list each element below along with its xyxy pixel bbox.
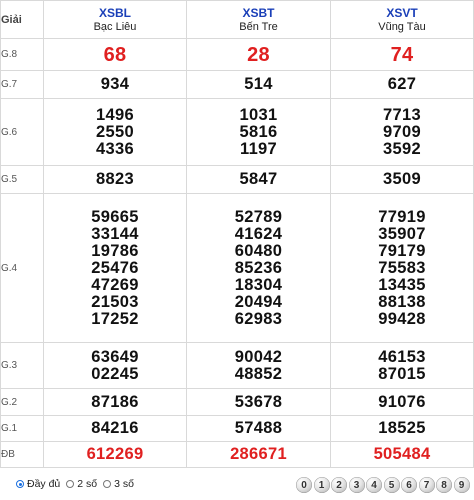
prize-label: G.8 [1,39,44,71]
prize-number: 33144 [91,224,139,243]
display-option-radio[interactable] [103,478,134,490]
prize-number: 5816 [239,122,278,141]
prize-number: 88138 [378,292,426,311]
province-name: Vũng Tàu [378,20,426,33]
prize-number: 627 [387,75,417,93]
prize-row [1,99,474,166]
prize-number: 28 [247,43,270,66]
prize-number: 48852 [234,364,283,383]
display-mode-options [16,478,140,490]
province-code-link[interactable]: XSBL [98,5,131,20]
prize-row [1,194,474,343]
prize-number: 59665 [91,207,139,226]
prize-number: 514 [244,75,273,93]
prize-number: 79179 [378,241,426,260]
digit-filter-button[interactable]: 7 [419,477,435,493]
display-option-label: 3 số [114,478,134,490]
display-option-label: 2 số [77,478,98,490]
radio-dot-icon[interactable] [103,480,111,488]
prize-row [1,343,474,389]
prize-number: 35907 [378,224,426,243]
prize-number: 90042 [234,347,283,366]
table-header-row [1,1,474,39]
prize-number: 91076 [378,392,426,411]
province-name: Bạc Liêu [93,20,137,33]
digit-filter-button[interactable]: 1 [314,477,330,493]
prize-number: 18304 [234,275,283,294]
prize-number: 60480 [234,241,283,260]
special-prize-number: 612269 [86,445,144,463]
prize-row [1,39,474,71]
prize-number: 52789 [234,207,283,226]
prize-number: 62983 [234,309,283,328]
prize-cell [331,416,474,442]
prize-cell [187,99,331,166]
prize-number: 77919 [378,207,426,226]
province-name: Bến Tre [239,20,278,33]
prize-number: 20494 [234,292,283,311]
province-header[interactable] [44,1,187,39]
prize-number: 8823 [96,170,134,188]
prize-label: G.6 [1,99,44,166]
display-option-radio[interactable] [16,478,60,490]
prize-label: G.2 [1,389,44,416]
prize-row [1,442,474,468]
prize-cell [331,71,474,99]
digit-filter-button[interactable]: 8 [436,477,452,493]
special-prize-number: 505484 [373,445,431,463]
prize-number: 1031 [239,105,278,124]
prize-number: 47269 [91,275,139,294]
prize-label: G.5 [1,166,44,194]
province-header[interactable] [331,1,474,39]
prize-cell [44,39,187,71]
special-prize-number: 286671 [230,445,287,463]
prize-row [1,166,474,194]
prize-row [1,71,474,99]
prize-cell [44,442,187,468]
prize-number: 19786 [91,241,139,260]
digit-filter-button[interactable]: 2 [331,477,347,493]
prize-cell [187,71,331,99]
prize-cell [331,166,474,194]
prize-number: 02245 [91,364,139,383]
prize-number: 85236 [234,258,283,277]
prize-cell [44,194,187,343]
radio-dot-icon[interactable] [66,480,74,488]
results-footer [0,472,474,500]
prize-cell [187,166,331,194]
prize-cell [331,194,474,343]
prize-number: 53678 [234,392,283,411]
prize-rows [1,39,474,468]
prize-number: 3592 [383,139,421,158]
province-header[interactable] [187,1,331,39]
province-code-link[interactable]: XSBT [242,5,275,20]
prize-number: 13435 [378,275,426,294]
prize-cell [44,389,187,416]
prize-number: 5847 [239,170,278,188]
prize-number: 934 [100,75,130,93]
prize-label: G.1 [1,416,44,442]
prize-cell [44,99,187,166]
prize-number: 3509 [383,170,421,188]
prize-cell [331,389,474,416]
prize-cell [187,442,331,468]
prize-number: 17252 [91,309,139,328]
prize-number: 84216 [91,419,139,437]
prize-number: 57488 [234,419,283,437]
prize-cell [44,416,187,442]
prize-row [1,389,474,416]
display-option-label: Đầy đủ [27,478,61,490]
prize-row [1,416,474,442]
prize-cell [44,343,187,389]
prize-cell [187,389,331,416]
prize-cell [187,194,331,343]
prize-number: 7713 [383,105,421,124]
prize-number: 75583 [378,258,426,277]
prize-cell [331,99,474,166]
digit-filter-button[interactable]: 0 [296,477,312,493]
prize-number: 18525 [378,419,426,437]
prize-number: 1197 [240,139,277,158]
digit-filter-buttons [296,477,471,493]
prize-label: ĐB [1,442,44,468]
prize-number: 2550 [96,122,134,141]
prize-number: 46153 [378,347,426,366]
digit-filter-button[interactable]: 4 [366,477,382,493]
prize-cell [187,416,331,442]
prize-label: G.4 [1,194,44,343]
prize-cell [331,39,474,71]
prize-number: 1496 [96,105,134,124]
prize-number: 21503 [91,292,139,311]
prize-cell [331,343,474,389]
prize-label: G.3 [1,343,44,389]
digit-filter-button[interactable]: 9 [454,477,470,493]
radio-dot-icon[interactable] [16,480,24,488]
digit-filter-button[interactable]: 6 [401,477,417,493]
prize-number: 99428 [378,309,426,328]
digit-filter-button[interactable]: 5 [384,477,400,493]
prize-number: 74 [390,43,414,66]
prize-cell [44,166,187,194]
prize-cell [331,442,474,468]
prize-number: 4336 [96,139,134,158]
province-code-link[interactable]: XSVT [386,5,418,20]
prize-cell [187,343,331,389]
prize-column-header: Giải [1,1,44,39]
prize-number: 87186 [91,392,139,411]
prize-number: 9709 [383,122,421,141]
prize-label: G.7 [1,71,44,99]
prize-number: 68 [103,43,127,66]
prize-cell [187,39,331,71]
prize-number: 25476 [91,258,139,277]
prize-cell [44,71,187,99]
prize-number: 87015 [378,364,426,383]
prize-number: 41624 [234,224,283,243]
display-option-radio[interactable] [66,478,97,490]
digit-filter-button[interactable]: 3 [349,477,365,493]
prize-number: 63649 [91,347,139,366]
